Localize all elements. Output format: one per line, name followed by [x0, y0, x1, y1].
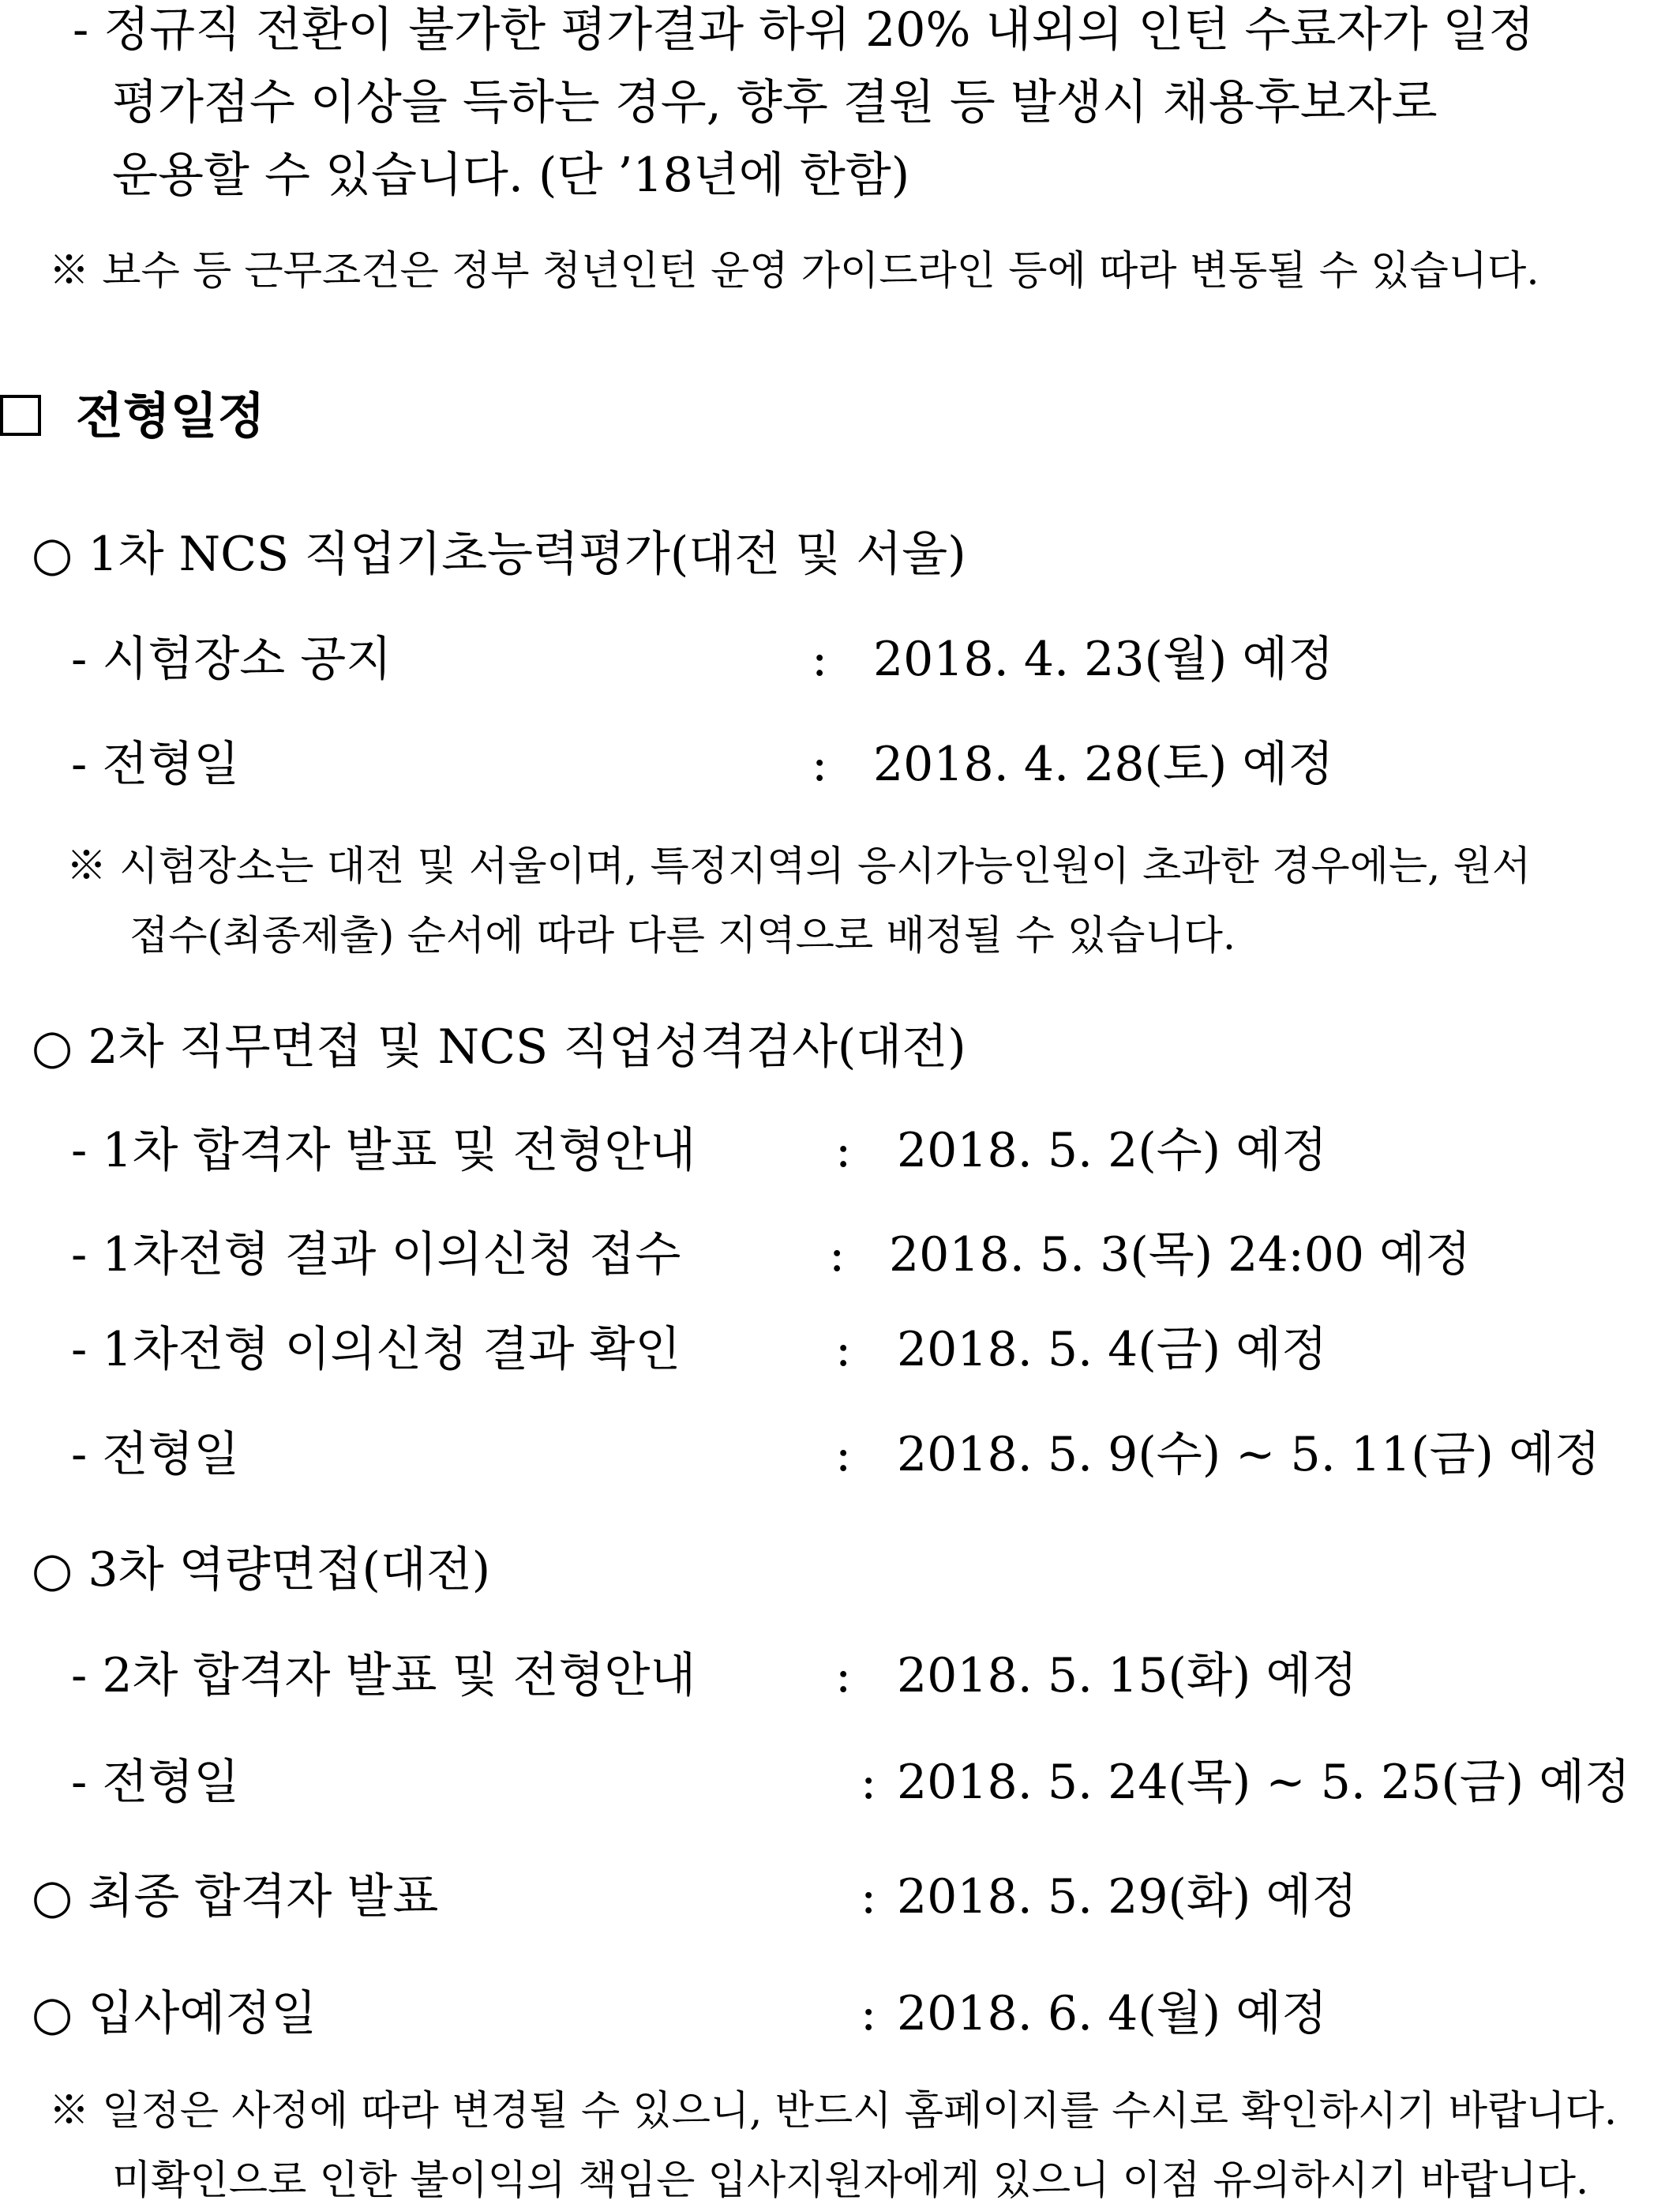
final-row-label: ○ 입사예정일: [32, 1986, 317, 2041]
stage1-row-colon: :: [812, 737, 828, 792]
stage2-row-value: 2018. 5. 2(수) 예정: [897, 1123, 1328, 1178]
stage2-row-value: 2018. 5. 9(수) ~ 5. 11(금) 예정: [897, 1427, 1600, 1482]
stage2-row-colon: :: [829, 1227, 846, 1282]
stage2-row-value: 2018. 5. 3(목) 24:00 예정: [889, 1227, 1472, 1282]
stage3-title: ○ 3차 역량면접(대전): [32, 1542, 491, 1598]
final-row-value: 2018. 6. 4(월) 예정: [897, 1986, 1328, 2041]
stage2-row-colon: :: [835, 1427, 852, 1482]
stage2-row-label: - 1차 합격자 발표 및 전형안내: [71, 1123, 696, 1178]
stage1-note-line-1: ※ 시험장소는 대전 및 서울이며, 특정지역의 응시가능인원이 초과한 경우에는, 원서: [66, 843, 1532, 890]
stage2-row-label: - 1차전형 결과 이의신청 접수: [71, 1227, 681, 1282]
stage1-title: ○ 1차 NCS 직업기초능력평가(대전 및 서울): [32, 527, 966, 582]
intro-note: ※ 보수 등 근무조건은 정부 청년인턴 운영 가이드라인 등에 따라 변동될 수 있습니다.: [49, 248, 1539, 295]
stage1-row-value: 2018. 4. 23(월) 예정: [873, 632, 1334, 687]
stage1-row-colon: :: [812, 632, 828, 687]
stage3-row-label: - 전형일: [71, 1755, 240, 1810]
stage1-row-label: - 전형일: [71, 737, 240, 792]
stage1-note-line-2: 접수(최종제출) 순서에 따라 다른 지역으로 배정될 수 있습니다.: [129, 913, 1236, 959]
section-checkbox-icon: [0, 395, 41, 436]
stage3-row-colon: :: [861, 1755, 877, 1810]
final-row-label: ○ 최종 합격자 발표: [32, 1869, 439, 1924]
stage2-row-label: - 전형일: [71, 1427, 240, 1482]
stage2-row-colon: :: [835, 1123, 852, 1178]
stage3-row-value: 2018. 5. 15(화) 예정: [897, 1648, 1358, 1703]
final-note-line-2: 미확인으로 인한 불이익의 책임은 입사지원자에게 있으니 이점 유의하시기 바랍니다.: [112, 2157, 1589, 2204]
final-row-colon: :: [861, 1869, 877, 1924]
stage3-row-label: - 2차 합격자 발표 및 전형안내: [71, 1648, 696, 1703]
final-row-value: 2018. 5. 29(화) 예정: [897, 1869, 1358, 1924]
stage3-row-colon: :: [835, 1648, 852, 1703]
final-row-colon: :: [861, 1986, 877, 2041]
intro-line-1: - 정규직 전환이 불가한 평가결과 하위 20% 내외의 인턴 수료자가 일정: [73, 2, 1535, 58]
stage2-title: ○ 2차 직무면접 및 NCS 직업성격검사(대전): [32, 1019, 966, 1075]
stage2-row-colon: :: [835, 1322, 852, 1377]
stage1-row-value: 2018. 4. 28(토) 예정: [873, 737, 1334, 792]
stage2-row-value: 2018. 5. 4(금) 예정: [897, 1322, 1328, 1377]
intro-line-3: 운용할 수 있습니다. (단 ’18년에 한함): [112, 148, 910, 203]
intro-line-2: 평가점수 이상을 득하는 경우, 향후 결원 등 발생시 채용후보자로: [112, 75, 1438, 130]
stage2-row-label: - 1차전형 이의신청 결과 확인: [71, 1322, 681, 1377]
stage3-row-value: 2018. 5. 24(목) ~ 5. 25(금) 예정: [897, 1755, 1631, 1810]
final-note-line-1: ※ 일정은 사정에 따라 변경될 수 있으니, 반드시 홈페이지를 수시로 확인하시기 바랍니다.: [49, 2088, 1618, 2135]
section-title: 전형일정: [76, 387, 265, 445]
stage1-row-label: - 시험장소 공지: [71, 632, 392, 687]
